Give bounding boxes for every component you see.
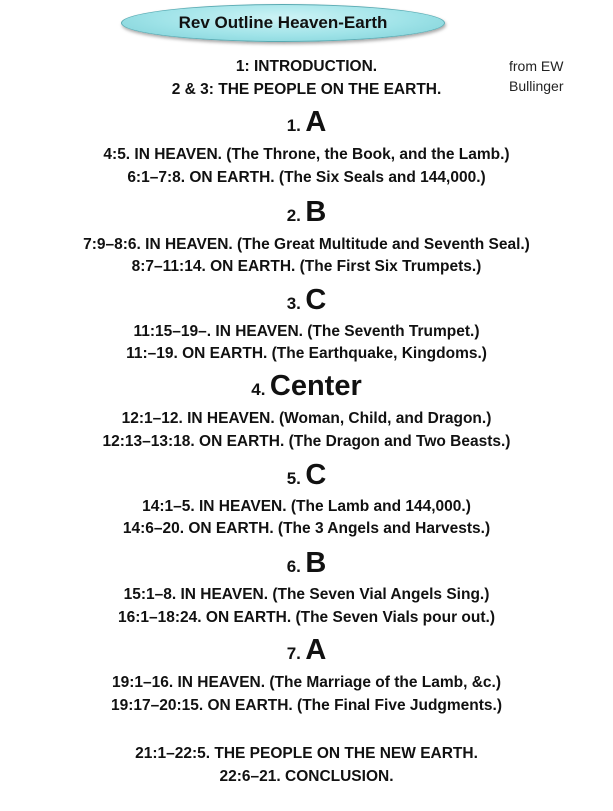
outline-line: 11:–19. ON EARTH. (The Earthquake, Kingdoms.)	[126, 345, 487, 362]
section-number: 3.	[286, 294, 301, 313]
outline-line: 16:1–18:24. ON EARTH. (The Seven Vials pour out.)	[118, 609, 495, 626]
closing-line: 22:6–21. CONCLUSION.	[219, 768, 394, 785]
outline-line: 7:9–8:6. IN HEAVEN. (The Great Multitude and Seventh Seal.)	[83, 236, 530, 253]
section-number: 7.	[286, 644, 301, 663]
section-number: 2.	[286, 206, 301, 225]
section-heading	[0, 459, 613, 496]
section-number: 4.	[251, 380, 266, 399]
outline-line: 14:6–20. ON EARTH. (The 3 Angels and Harvests.)	[122, 520, 491, 537]
section-letter: C	[305, 284, 327, 316]
outline-line: 4:5. IN HEAVEN. (The Throne, the Book, and the Lamb.)	[103, 146, 510, 163]
outline-line: 11:15–19–. IN HEAVEN. (The Seventh Trumpet.)	[133, 323, 480, 340]
title-banner	[121, 4, 445, 42]
section-letter: B	[305, 547, 327, 579]
outline-line: 6:1–7:8. ON EARTH. (The Six Seals and 144,000.)	[127, 169, 486, 186]
outline-line: 15:1–8. IN HEAVEN. (The Seven Vial Angels Sing.)	[123, 586, 490, 603]
intro-line: 1: INTRODUCTION.	[235, 58, 378, 75]
closing-line: 21:1–22:5. THE PEOPLE ON THE NEW EARTH.	[135, 745, 478, 762]
page-title: Rev Outline Heaven-Earth	[178, 13, 388, 32]
attribution-line-1: from EW	[509, 58, 564, 74]
section-letter: B	[305, 196, 327, 228]
section-number: 6.	[286, 557, 301, 576]
section-heading	[0, 547, 613, 584]
section-number: 5.	[286, 469, 301, 488]
section-heading	[0, 634, 613, 671]
section-letter: C	[305, 459, 327, 491]
outline-line: 12:13–13:18. ON EARTH. (The Dragon and Two Beasts.)	[102, 433, 511, 450]
section-heading	[0, 196, 613, 233]
section-heading	[0, 370, 613, 407]
section-heading	[0, 106, 613, 143]
outline-line: 19:17–20:15. ON EARTH. (The Final Five Judgments.)	[110, 697, 503, 714]
outline-line: 14:1–5. IN HEAVEN. (The Lamb and 144,000.)	[142, 498, 471, 515]
outline-line: 19:1–16. IN HEAVEN. (The Marriage of the Lamb, &c.)	[111, 674, 502, 691]
outline-line: 12:1–12. IN HEAVEN. (Woman, Child, and Dragon.)	[121, 410, 492, 427]
intro-line: 2 & 3: THE PEOPLE ON THE EARTH.	[171, 81, 442, 98]
section-letter: Center	[269, 370, 362, 402]
outline-line: 8:7–11:14. ON EARTH. (The First Six Trumpets.)	[131, 258, 482, 275]
section-heading	[0, 284, 613, 321]
section-number: 1.	[286, 116, 301, 135]
attribution-line-2: Bullinger	[509, 78, 564, 94]
section-letter: A	[305, 106, 327, 138]
section-letter: A	[305, 634, 327, 666]
